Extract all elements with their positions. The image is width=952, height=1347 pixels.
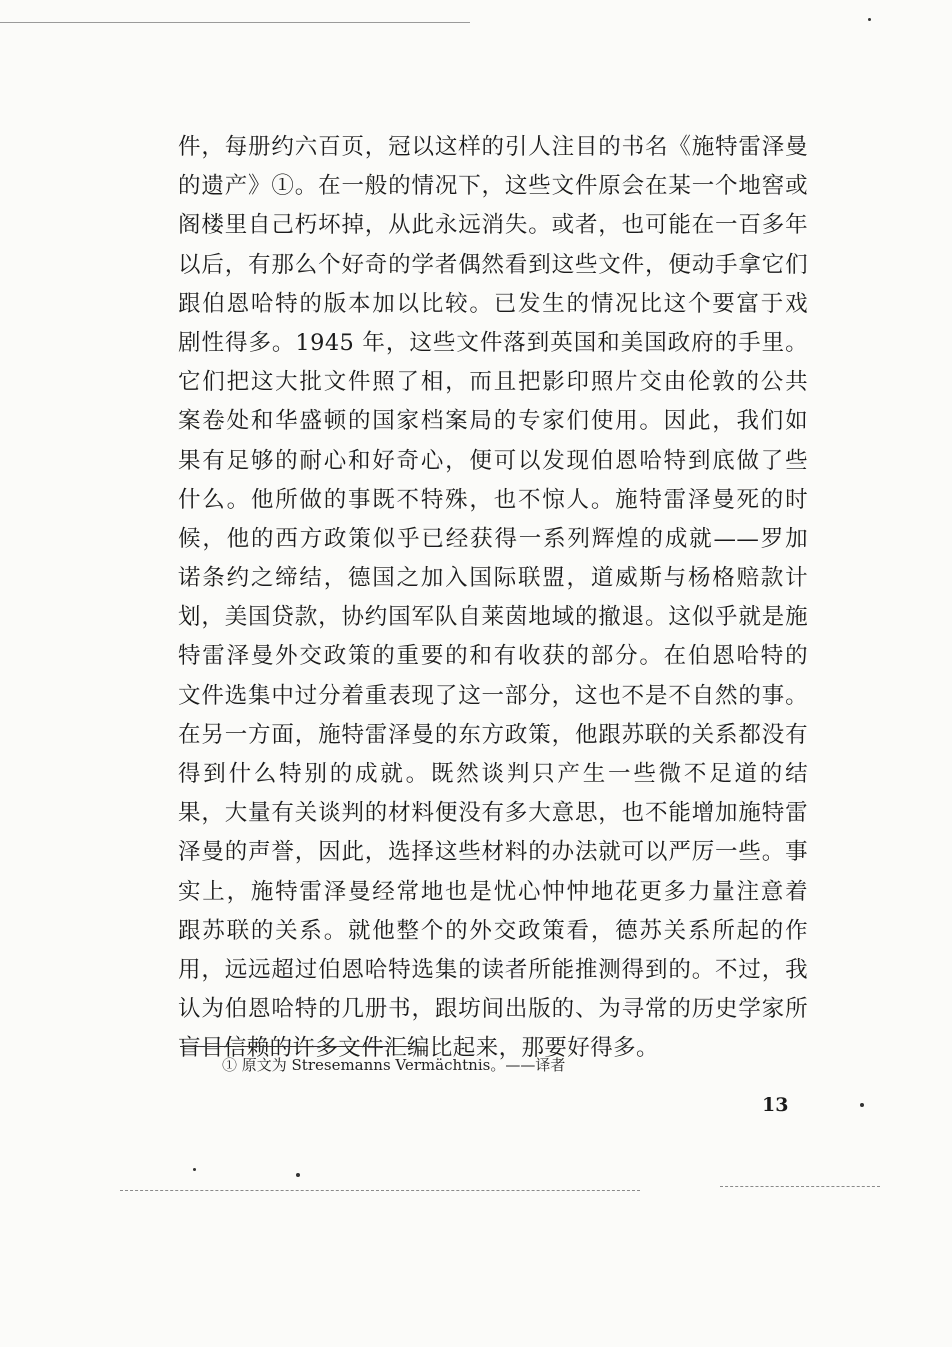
text-line-9: 果有足够的耐心和好奇心，便可以发现伯恩哈特到底做了些 <box>178 447 808 474</box>
text-line-18: 果，大量有关谈判的材料便没有多大意思，也不能增加施特雷 <box>178 800 808 827</box>
text-line-4: 以后，有那么个好奇的学者偶然看到这些文件，便动手拿它们 <box>178 251 808 278</box>
page-number: 13 <box>762 1094 789 1116</box>
scan-speck <box>868 18 871 21</box>
footnote: ① 原文为 Stresemanns Vermächtnis。——译者 <box>222 1056 566 1074</box>
scan-edge-line <box>120 1190 640 1191</box>
text-line-6: 剧性得多。1945 年，这些文件落到英国和美国政府的手里。 <box>178 329 808 356</box>
text-line-17: 得到什么特别的成就。既然谈判只产生一些微不足道的结 <box>178 761 808 787</box>
text-line-3: 阁楼里自己朽坏掉，从此永远消失。或者，也可能在一百多年 <box>178 212 808 239</box>
footnote-rule <box>180 1046 420 1047</box>
text-line-21: 跟苏联的关系。就他整个的外交政策看，德苏关系所起的作 <box>178 917 808 944</box>
text-line-12: 诺条约之缔结，德国之加入国际联盟，道威斯与杨格赔款计 <box>178 565 808 592</box>
text-line-20: 实上，施特雷泽曼经常地也是忧心忡忡地花更多力量注意着 <box>178 878 808 905</box>
text-line-22: 用，远远超过伯恩哈特选集的读者所能推测得到的。不过，我 <box>178 956 808 983</box>
scan-speck <box>296 1173 300 1177</box>
text-line-15: 文件选集中过分着重表现了这一部分，这也不是不自然的事。 <box>178 682 808 709</box>
body-text <box>178 128 808 1069</box>
text-line-23: 认为伯恩哈特的几册书，跟坊间出版的、为寻常的历史学家所 <box>178 996 808 1023</box>
text-line-24: 盲目信赖的许多文件汇编比起来，那要好得多。 <box>178 1035 659 1062</box>
text-line-16: 在另一方面，施特雷泽曼的东方政策，他跟苏联的关系都没有 <box>178 721 808 748</box>
text-line-13: 划，美国贷款，协约国军队自莱茵地域的撤退。这似乎就是施 <box>178 604 808 631</box>
scan-edge-line <box>720 1186 880 1187</box>
text-line-2: 的遗产》①。在一般的情况下，这些文件原会在某一个地窖或 <box>178 173 808 200</box>
scan-speck <box>193 1168 196 1171</box>
text-line-19: 泽曼的声誉，因此，选择这些材料的办法就可以严厉一些。事 <box>178 839 808 866</box>
text-line-7: 它们把这大批文件照了相，而且把影印照片交由伦敦的公共 <box>178 369 808 396</box>
text-line-1: 件，每册约六百页，冠以这样的引人注目的书名《施特雷泽曼 <box>178 134 808 160</box>
text-line-8: 案卷处和华盛顿的国家档案局的专家们使用。因此，我们如 <box>178 408 808 435</box>
scan-speck <box>860 1103 864 1107</box>
text-line-5: 跟伯恩哈特的版本加以比较。已发生的情况比这个要富于戏 <box>178 290 808 317</box>
text-line-14: 特雷泽曼外交政策的重要的和有收获的部分。在伯恩哈特的 <box>178 643 808 670</box>
text-line-10: 什么。他所做的事既不特殊，也不惊人。施特雷泽曼死的时 <box>178 486 808 513</box>
text-line-11: 候，他的西方政策似乎已经获得一系列辉煌的成就——罗加 <box>178 525 808 552</box>
top-rule <box>0 22 470 23</box>
